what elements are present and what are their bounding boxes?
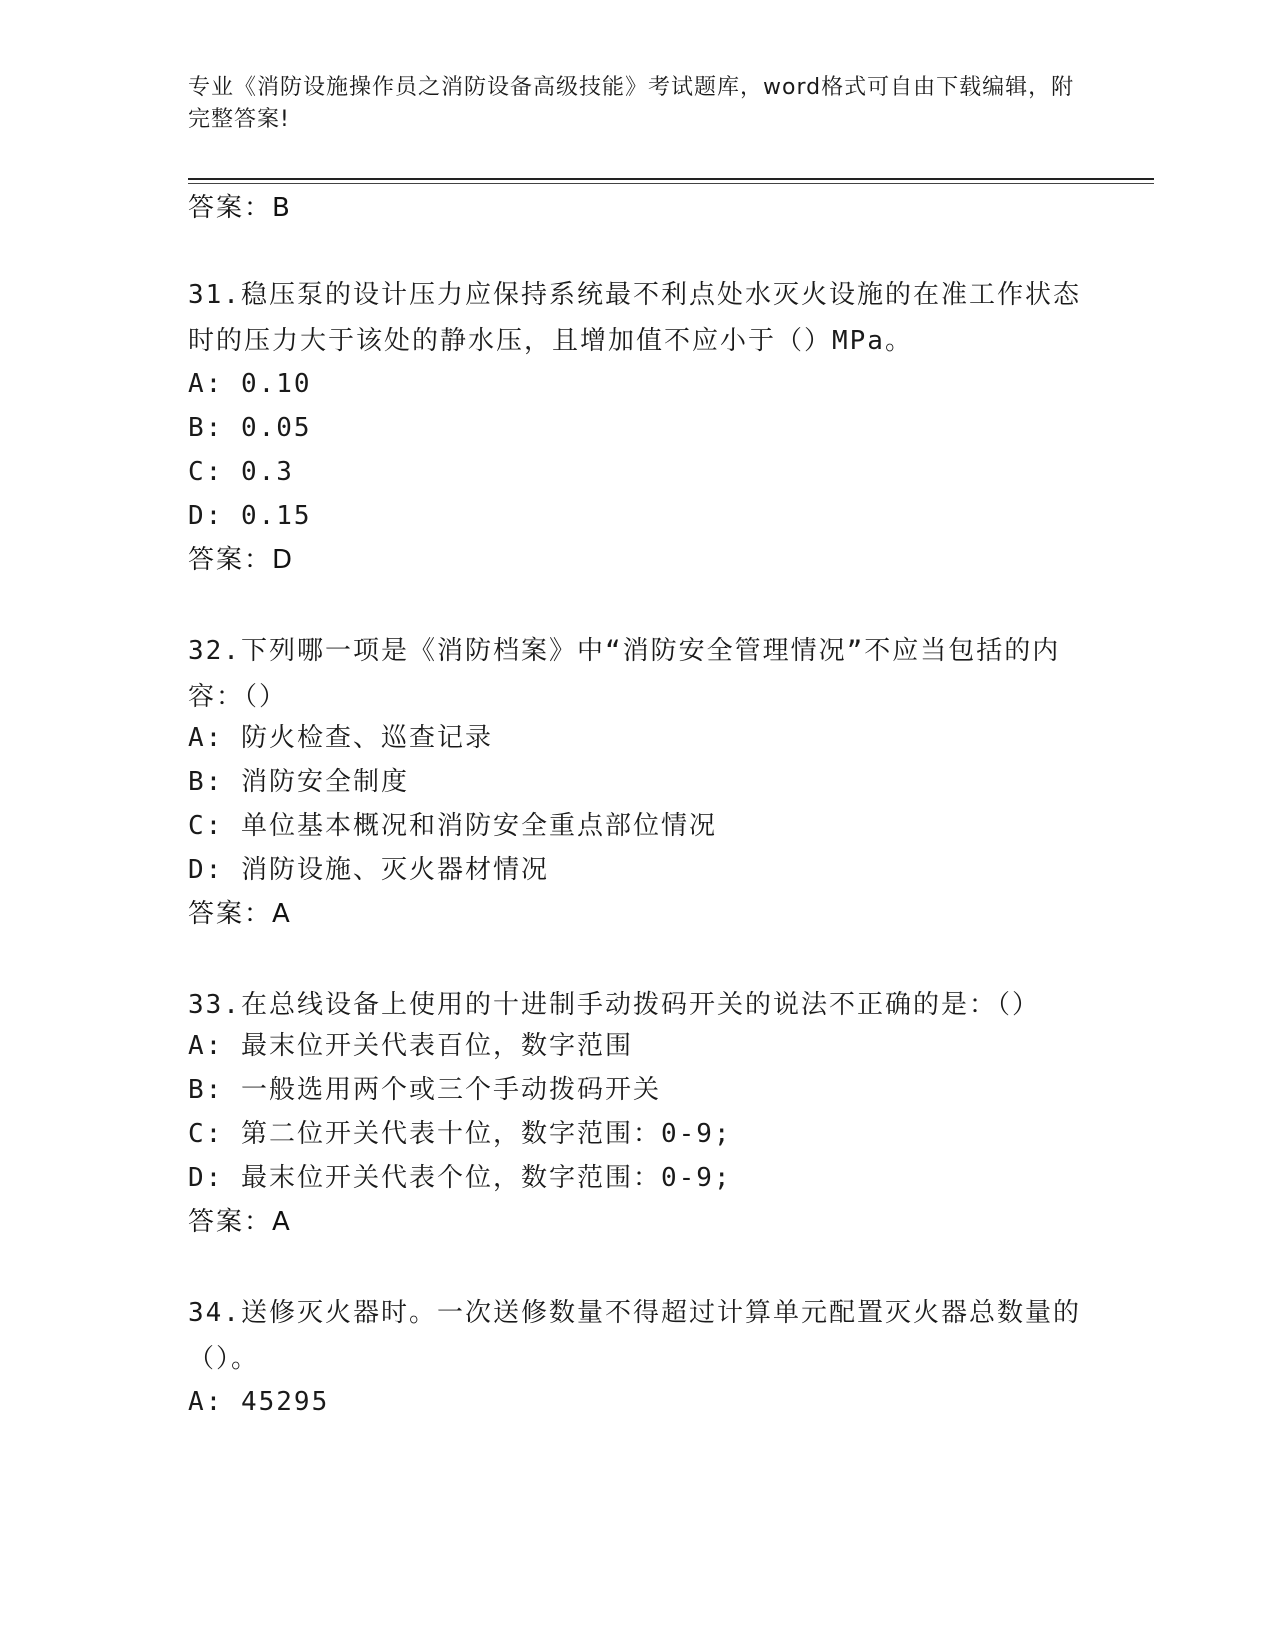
question-33-option-d: D: 最末位开关代表个位，数字范围：0-9; xyxy=(188,1163,732,1193)
question-33-stem: 33.在总线设备上使用的十进制手动拨码开关的说法不正确的是：（） xyxy=(188,990,1040,1020)
header-divider xyxy=(188,178,1154,180)
question-33-option-c: C: 第二位开关代表十位，数字范围：0-9; xyxy=(188,1119,732,1149)
question-32-option-d: D: 消防设施、灭火器材情况 xyxy=(188,855,549,885)
question-32-stem: 32.下列哪一项是《消防档案》中“消防安全管理情况”不应当包括的内容：（） xyxy=(188,636,1061,712)
question-34-option-a: A: 45295 xyxy=(188,1387,330,1417)
question-33-option-b: B: 一般选用两个或三个手动拨码开关 xyxy=(188,1075,661,1105)
question-31-option-a: A: 0.10 xyxy=(188,369,312,399)
question-31-option-d: D: 0.15 xyxy=(188,501,312,531)
question-32-option-a: A: 防火检查、巡查记录 xyxy=(188,723,493,753)
question-31-answer: 答案：D xyxy=(188,545,295,575)
question-32-option-c: C: 单位基本概况和消防安全重点部位情况 xyxy=(188,811,717,841)
question-31-option-b: B: 0.05 xyxy=(188,413,312,443)
question-33-answer: 答案：A xyxy=(188,1207,292,1237)
header-divider-thin xyxy=(188,183,1154,184)
question-32-answer: 答案：A xyxy=(188,899,292,929)
question-31-stem: 31.稳压泵的设计压力应保持系统最不利点处水灭火设施的在准工作状态时的压力大于该处的静水压，且增加值不应小于（）MPa。 xyxy=(188,280,1081,356)
previous-answer: 答案：B xyxy=(188,193,292,223)
question-32-option-b: B: 消防安全制度 xyxy=(188,767,409,797)
question-34-stem: 34.送修灭火器时。一次送修数量不得超过计算单元配置灭火器总数量的（）。 xyxy=(188,1298,1081,1374)
question-33-option-a: A: 最末位开关代表百位，数字范围 xyxy=(188,1031,633,1061)
document-header: 专业《消防设施操作员之消防设备高级技能》考试题库，word格式可自由下载编辑，附完整答案! xyxy=(188,75,1075,132)
question-31-option-c: C: 0.3 xyxy=(188,457,294,487)
